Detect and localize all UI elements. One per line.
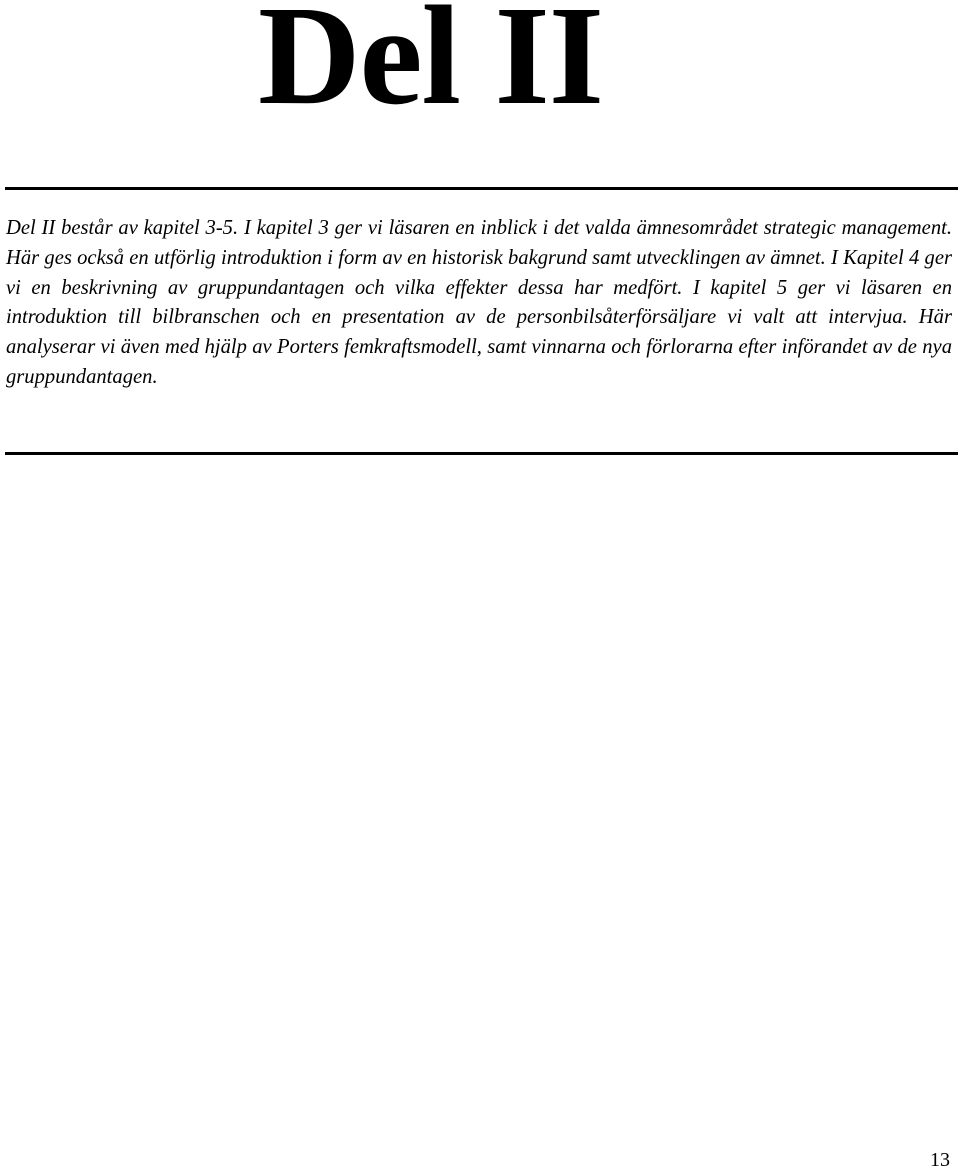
bottom-divider — [5, 452, 958, 455]
top-divider — [5, 187, 958, 190]
page-number: 13 — [930, 1149, 950, 1171]
part-title: Del II — [258, 0, 604, 134]
part-intro-paragraph: Del II består av kapitel 3-5. I kapitel 3 ger vi läsaren en inblick i det valda ämnesområdet strategic management. Här ges också en utförlig introduktion i form av en historisk bakgrund samt utvecklingen av ämnet. I Kapitel 4 ger vi en beskrivning av gruppundantagen och vilka effekter dessa har medfört. I kapitel 5 ger vi läsaren en introduktion till bilbranschen och en presentation av de personbilsåterförsäljare vi valt att intervjua. Här analyserar vi även med hjälp av Porters femkraftsmodell, samt vinnarna och förlorarna efter införandet av de nya gruppundantagen. — [6, 217, 952, 388]
